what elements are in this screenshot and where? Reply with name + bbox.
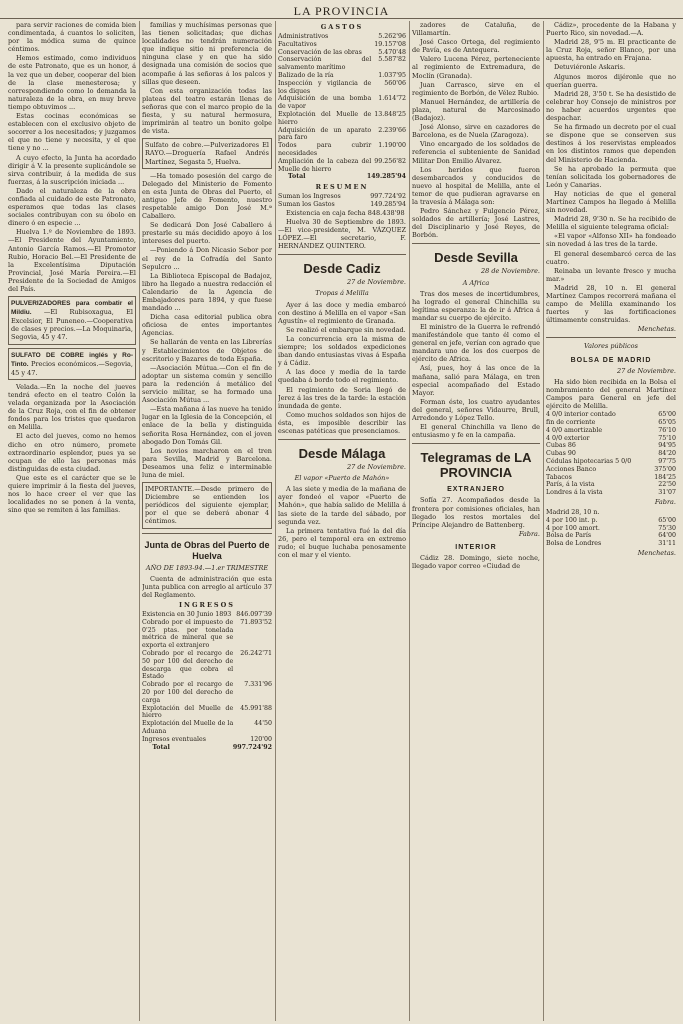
row-value: 1.037'95 xyxy=(378,72,406,80)
row-value: 2.239'66 xyxy=(378,126,406,134)
row-value: 184'25 xyxy=(654,473,676,481)
ad-text: Precios económicos.—Segovia, 45 y 47. xyxy=(11,359,133,377)
total-value: 997.724'92 xyxy=(232,743,272,751)
article-paragraph: Se dedicará Don José Caballero á prestarle su más decidido apoyo á los intereses del puerto. xyxy=(142,221,272,246)
section-heading: Desde Málaga xyxy=(298,446,386,462)
article-paragraph: La concurrencia era la misma de siempre; los soldados expediciones iban dando entusiastas vivas á España y á Cádiz. xyxy=(278,334,406,368)
row-label: Cobrado por el recargo de 20 por 100 del derecho de carga xyxy=(142,681,234,704)
gastos-total xyxy=(278,173,406,181)
article-paragraph: Hay noticias de que el general Martínez Campos ha llegado á Melilla sin novedad. xyxy=(546,189,676,215)
row-value: 64'00 xyxy=(658,532,676,540)
row-label: Conservación del salvamento marítimo xyxy=(278,56,372,72)
article-paragraph: Los heridos que fueron desembarcados y conducidos de nuevo al hospital de Melilla, ante el temor de que pudieran agravarse en la travesía á Málaga son: xyxy=(412,165,540,206)
section-heading: Telegramas de LA PROVINCIA xyxy=(420,450,532,481)
article-paragraph: Velada.—En la noche del jueves tendrá efecto en el teatro Colón la velada organizada por la Asociación de la Cruz Roja, con el fin de obtener fondos para los tristes que quedaron en Melilla. xyxy=(8,382,136,432)
divider xyxy=(412,243,540,244)
row-value: 99.256'82 xyxy=(374,157,406,165)
table-row xyxy=(546,489,676,497)
row-value: 19.157'08 xyxy=(374,40,406,48)
valores-table xyxy=(546,411,676,497)
table-row xyxy=(546,419,676,427)
divider xyxy=(278,439,406,440)
divider xyxy=(278,254,406,255)
row-value: 44'50 xyxy=(254,720,272,728)
article-paragraph: Dicha casa editorial publica obra oficiosa de entes importantes Agencias. xyxy=(142,313,272,338)
row-value: 5.262'96 xyxy=(378,33,406,41)
table-row xyxy=(142,650,272,681)
article-paragraph: Los novios marcharon en el tren para Sevilla, Madrid y Barcelona. Deseamos una feliz e interminable luna de miel. xyxy=(142,446,272,479)
row-value: 560'06 xyxy=(384,79,406,87)
row-value: 31'11 xyxy=(658,540,676,548)
row-value: 22'50 xyxy=(658,481,676,489)
row-label: fin de corriente xyxy=(546,418,596,426)
table-row xyxy=(546,411,676,419)
table-row xyxy=(278,173,406,181)
row-value xyxy=(640,509,676,517)
row-label: Facultativos xyxy=(278,40,317,48)
divider xyxy=(546,337,676,338)
table-heading: GASTOS xyxy=(320,23,364,31)
table-row xyxy=(546,458,676,466)
row-value: 65'00 xyxy=(658,411,676,419)
table-row xyxy=(278,193,406,201)
row-label: Adquisición de una bomba de vapor xyxy=(278,95,372,111)
table-row xyxy=(546,540,676,548)
column-2 xyxy=(142,21,272,1021)
article-paragraph: Con esta organización todas las plateas del teatro estarán llenas de señoras que con el marco propio de la fiesta, y su natural hermosura, imprimirán al teatro un bonito golpe de vista. xyxy=(142,86,272,136)
table-row xyxy=(546,509,676,517)
article-paragraph: Se hallarán de venta en las Librerías y Establecimientos de Objetos de escritorio y Bazares de toda España. xyxy=(142,338,272,363)
article-paragraph: Se realizó el embarque sin novedad. xyxy=(286,325,406,334)
row-value: 45.991'88 xyxy=(240,704,272,712)
row-label: París, á la vista xyxy=(546,481,595,489)
dateline: 27 de Noviembre. xyxy=(347,463,406,472)
ad-title: PULVERIZADORES para combatir el Mildiu. xyxy=(11,300,133,317)
row-value: 1.190'00 xyxy=(378,142,406,150)
table-row xyxy=(278,142,406,158)
total-label: Total xyxy=(288,173,306,181)
table-row xyxy=(278,56,406,72)
final-quotes-table xyxy=(546,509,676,548)
table-row xyxy=(546,474,676,482)
row-label: Cubas 90 xyxy=(546,450,576,458)
divider xyxy=(142,533,272,534)
article-paragraph: José Alonso, sirve en cazadores de Barcelona, es de Nuela (Zaragoza). xyxy=(412,123,540,140)
table-row xyxy=(142,619,272,650)
article-paragraph: Algunos moros dijéronle que no querían guerra. xyxy=(546,72,676,89)
signature: Menchetas. xyxy=(637,325,676,334)
article-paragraph: para servir raciones de comida bien condimentada, á cuantos lo soliciten, por la módica suma de quince céntimos. xyxy=(8,21,136,54)
row-value: 120'00 xyxy=(250,735,272,743)
row-value: 65'05 xyxy=(658,418,676,426)
article-paragraph: Manuel Hernández, de artillería de plaza, natural de Marcosinado (Badajoz). xyxy=(412,97,540,123)
article-paragraph: Forman éste, los cuatro ayudantes del general, señores Vidaurre, Brull, Arredondo y López Tello. xyxy=(412,397,540,423)
notice xyxy=(142,138,272,168)
article-paragraph: «El vapor «Alfonso XII» ha fondeado sin novedad á las tres de la tarde. xyxy=(546,232,676,249)
row-label: 4 por 100 amort. xyxy=(546,524,600,532)
table-row xyxy=(546,517,676,525)
table-row xyxy=(546,435,676,443)
row-label: Existencia en 30 Junio 1893 xyxy=(142,611,232,618)
column-3 xyxy=(278,21,406,1021)
table-row xyxy=(546,427,676,435)
article-paragraph: El acto del jueves, como no hemos dicho en otro número, promete extraordinario esplendor, pues ya se ocupan de ello las personas más distinguidas de esta ciudad. xyxy=(8,432,136,473)
notice xyxy=(142,482,272,528)
table-row xyxy=(278,80,406,96)
section-heading: Junta de Obras del Puerto de Huelva xyxy=(144,539,270,561)
table-row xyxy=(278,127,406,143)
row-value: 97'75 xyxy=(658,457,676,465)
row-label: Cédulas hipotecarias 5 0/0 xyxy=(546,457,632,465)
article-paragraph: Como muchos soldados son hijos de ésta, es imposible describir las escenas patéticas que presenciamos. xyxy=(278,410,406,435)
signature: Huelva 30 de Septiembre de 1893.—El vice-presidente, M. VÁZQUEZ LÓPEZ.—El secretario, F. HERNÁNDEZ QUINTERO. xyxy=(278,218,406,251)
row-value: 997.724'92 xyxy=(370,193,406,201)
row-label: Bolsa de París xyxy=(546,532,592,540)
row-value: 375'00 xyxy=(654,465,676,473)
section-heading: Desde Sevilla xyxy=(434,250,518,266)
ingresos-total xyxy=(142,744,272,752)
article-paragraph: José Casco Ortega, del regimiento de Pavía, es de Antequera. xyxy=(412,38,540,55)
table-row xyxy=(278,41,406,49)
row-label: 4 0/0 amortizable xyxy=(546,426,603,434)
article-paragraph: —Asociación Mútua.—Con el fin de adoptar un sistema común y sencillo para la redención á metálico del servicio militar, se ha formado una Asociación Mútua ... xyxy=(142,363,272,405)
newspaper-title: LA PROVINCIA xyxy=(293,4,390,18)
dateline: 28 de Noviembre. xyxy=(481,267,540,276)
article-paragraph: Valero Lucena Pérez, perteneciente al regimiento de Extremadura, de Moclín (Granada). xyxy=(412,55,540,80)
article-paragraph: Ha sido bien recibida en la Bolsa el nombramiento del general Martínez Campos para General en jefe del ejército de Melilla. xyxy=(546,377,676,411)
column-rule xyxy=(139,21,140,1021)
article-paragraph: Estas cocinas económicas se establecen con el exclusivo objeto de socorrer a los necesitados; y juzgamos el que no tiene y necesita, y el que tiene y no ... xyxy=(8,112,136,153)
advertisement xyxy=(8,296,136,344)
article-paragraph: Pedro Sánchez y Fulgencio Pérez, soldados de artillería; José Lastres, del Disciplinario y José Reyes, de Borbón. xyxy=(412,207,540,240)
article-paragraph: Así, pues, hoy á las once de la mañana, salió para Málaga, en tren especial acompañado del Estado Mayor. xyxy=(412,364,540,397)
advertisement xyxy=(8,348,136,380)
table-row xyxy=(142,681,272,704)
article-paragraph: Tras dos meses de incertidumbres, ha logrado el general Chinchilla su legítima esperanza: la de ir á Africa á mandar su cuerpo de ejército. xyxy=(412,289,540,322)
row-value: 75'10 xyxy=(658,434,676,442)
table-row xyxy=(278,95,406,111)
signature: Fabra. xyxy=(654,497,676,506)
row-value: 76'10 xyxy=(658,426,676,434)
article-paragraph: zadores de Cataluña, de Villamartín. xyxy=(412,21,540,38)
resumen-table xyxy=(278,193,406,209)
ad-title: SULFATO DE COBRE inglés y Ro-Tinto. xyxy=(11,351,133,368)
row-label: Explotación del Muelle de hierro xyxy=(142,704,234,720)
row-value: 13.848'25 xyxy=(374,111,406,119)
row-value: 5.470'48 xyxy=(378,48,406,56)
total-label: Total xyxy=(152,743,170,751)
section-subheading: Valores públicos xyxy=(584,342,638,351)
row-value: 5.587'82 xyxy=(378,56,406,64)
row-value: 65'00 xyxy=(658,516,676,524)
article-paragraph: —Ha tomado posesión del cargo de Delegado del Ministerio de Fomento en esta Junta de Obras del Puerto, el antiguo Jefe de Fomento, nuestro respetable amigo Don José M.ª Caballero. xyxy=(142,171,272,221)
article-paragraph: —Poniendo á Don Nicasio Sebor por el rey de la Cofradía del Santo Sepulcro ... xyxy=(142,246,272,271)
row-label: Conservación de las obras xyxy=(278,48,362,56)
section-subheading: INTERIOR xyxy=(455,543,497,551)
signature: Menchetas. xyxy=(637,548,676,557)
ad-text: —El Rubisoxagua, El Excelsior, El Puneneo.—Cooperativa de clases y precios.—La Moquinaria, Segovia, 45 y 47. xyxy=(11,308,133,342)
table-row xyxy=(546,532,676,540)
row-label: 4 0/0 exterior xyxy=(546,434,590,442)
row-label: Administrativos xyxy=(278,33,329,41)
article-paragraph: Vino encargado de los soldados de referencia el subteniente de Sanidad Militar Don Emilio Álvarez. xyxy=(412,140,540,165)
table-row xyxy=(142,736,272,744)
article-paragraph: Existencia en caja fecha 848.438'98 xyxy=(286,208,405,217)
row-label: Explotación del Muelle de la Aduana xyxy=(142,720,234,735)
dateline: 27 de Noviembre. xyxy=(347,278,406,287)
row-label: Tabacos xyxy=(546,473,572,481)
row-label: Suman los Ingresos xyxy=(278,193,341,201)
section-subheading: AÑO DE 1893-94.—1.er TRIMESTRE xyxy=(145,563,269,572)
article-paragraph: El regimiento de Soria llegó de Jerez á las tres de la tarde: la estación inundada de gente. xyxy=(278,385,406,410)
table-row xyxy=(278,72,406,80)
row-value: 75'30 xyxy=(658,524,676,532)
table-heading: INGRESOS xyxy=(179,600,235,609)
table-row xyxy=(278,158,406,174)
column-4 xyxy=(412,21,540,1021)
article-paragraph: Cádiz 28. Domingo, siete noche, llegado vapor correo «Ciudad de xyxy=(412,553,540,571)
table-row xyxy=(278,111,406,127)
row-label: Suman los Gastos xyxy=(278,201,335,209)
table-row xyxy=(278,49,406,57)
article-paragraph: Que este es el carácter que se le quiere imprimir á la fiesta del jueves, nos lo hace creer el ver que las localidades no se ponen á la venta, sino que se remiten á las familias. xyxy=(8,473,136,515)
article-paragraph: Detuviéronle Askaris. xyxy=(554,63,626,72)
column-5 xyxy=(546,21,676,1021)
table-row xyxy=(546,450,676,458)
gastos-table xyxy=(278,33,406,173)
article-paragraph: familias y muchísimas personas que las tienen solicitadas; que dichas localidades no tendrán numeración que indique sitio ni preferencia de ninguna clase y en que ha sido designada una comisión de socios que acompañe á las señoras á los palcos y sillas que deseen. xyxy=(142,21,272,86)
masthead xyxy=(0,0,683,19)
row-value: 31'07 xyxy=(658,489,676,497)
section-subheading: A Africa xyxy=(462,278,490,287)
table-row xyxy=(142,705,272,721)
row-label: Todos para cubrir necesidades xyxy=(278,142,372,158)
table-row xyxy=(278,33,406,41)
row-label: 4 0/0 interior contado xyxy=(546,411,616,419)
table-heading: RESUMEN xyxy=(315,183,369,192)
table-row xyxy=(546,525,676,533)
article-paragraph: Reinaba un levante fresco y mucha mar.» xyxy=(546,266,676,283)
ingresos-table xyxy=(142,611,272,744)
row-label: 4 por 100 int. p. xyxy=(546,516,598,524)
row-label: Cobrado por el recargo de 50 por 100 del derecho de descarga que cobra el Estado xyxy=(142,649,234,681)
table-row xyxy=(546,466,676,474)
article-paragraph: El general desembarcó cerca de las cuatro. xyxy=(546,249,676,266)
column-rule xyxy=(409,21,410,1021)
article-paragraph: A cuyo efecto, la Junta ha acordado dirigir á V. la presente suplicándole se sirva contribuir, á la medida de sus fuerzas, á la suscripción iniciada ... xyxy=(8,153,136,186)
article-paragraph: Hemos estimado, como individuos de este Patronato, que es un honor, á la vez que un deber, cooperar del bien de la clase menesterosa; y correspondiendo como lo demanda la naturaleza de la obra, en muy breve tiempo obtuvimos ... xyxy=(8,54,136,111)
dateline: 27 de Noviembre. xyxy=(617,366,676,375)
table-row xyxy=(546,481,676,489)
table-row xyxy=(546,442,676,450)
notice-text: IMPORTANTE.—Desde primero de Diciembre se entienden los periódicos del siguiente ejemplar, por el que se deberá abonar 4 céntimos. xyxy=(145,485,269,526)
row-label: Madrid 28, 10 n. xyxy=(546,508,600,516)
row-label: Inspección y vigilancia de los diques xyxy=(278,79,372,95)
section-heading: BOLSA DE MADRID xyxy=(570,356,652,364)
article-paragraph: Huelva 1.º de Noviembre de 1893.—El Presidente del Ayuntamiento, Antonio García Ramos.—El Promotor Rubio, Horacio Bel.—El Presidente de la Excelentísima Diputación Provincial, José María Pereira.—El Presidente de la Sociedad de Amigos del País. xyxy=(8,228,136,293)
article-paragraph: Se ha firmado un decreto por el cual se dispone que se conserven sus destinos á los reservistas empleados en los distintos ramos que dependen del Ministerio de Hacienda. xyxy=(546,123,676,164)
article-paragraph: —Esta mañana á las nueve ha tenido lugar en la Iglesia de la Concepción, el enlace de la bella y distinguida señorita Rosa Hernández, con el joven abogado Don Tomás Gil. xyxy=(142,405,272,446)
article-paragraph: Madrid 28, 9'5 m. El practicante de la Cruz Roja, señor Blanco, por una apuesta, ha entrado en Frajana. xyxy=(546,38,676,63)
table-row xyxy=(142,720,272,736)
row-label: Explotación del Muelle de hierro xyxy=(278,111,372,126)
article-paragraph: Sofía 27. Acompañados desde la frontera por comisiones oficiales, han llegado los restos mortales del Príncipe Alejandro de Battenberg. xyxy=(412,496,540,529)
row-value: 84'20 xyxy=(658,450,676,458)
table-row xyxy=(142,611,272,619)
section-heading: Desde Cadiz xyxy=(303,261,381,277)
row-label: Balizado de la ría xyxy=(278,72,334,80)
row-label: Cubas 86 xyxy=(546,442,576,450)
column-rule xyxy=(275,21,276,1021)
article-paragraph: Juan Carrasco, sirve en el regimiento de Borbón, de Vélez Rubio. xyxy=(412,80,540,97)
article-paragraph: El general Chinchilla va lleno de entusiasmo y fe en la campaña. xyxy=(412,423,540,440)
row-label: Londres á la vista xyxy=(546,489,603,497)
column-1 xyxy=(8,21,136,1021)
article-paragraph: Dado el naturaleza de la obra confiada al cuidado de este Patronato, esperamos que todas las clases sociales contribuyan con su óbolo en dinero ó en especie ... xyxy=(8,186,136,228)
row-label: Ampliación de la cabeza del Muelle de hierro xyxy=(278,157,372,173)
article-paragraph: La Biblioteca Episcopal de Badajoz, libro ha llegado a nuestra redacción el Calendario de la Agencia de Embajadores para 1894, y que fuese mandado ... xyxy=(142,271,272,313)
section-subheading: Tropas á Melilla xyxy=(315,289,369,298)
row-value: 7.331'96 xyxy=(244,681,272,689)
row-value: 846.097'39 xyxy=(236,611,272,618)
row-label: Adquisición de un aparato para faro xyxy=(278,126,372,142)
table-row xyxy=(278,201,406,209)
row-value: 26.242'71 xyxy=(240,649,272,657)
column-rule xyxy=(543,21,544,1021)
article-paragraph: Se ha aprobado la permuta que tenían solicitada los gobernadores de León y Canarias. xyxy=(546,164,676,189)
article-paragraph: La primera tentativa fué la del día 26, pero el temporal era en extremo rudo; el buque luchaba penosamente con el mar y el viento. xyxy=(278,526,406,560)
notice-text: Sulfato de cobre.—Pulverizadores El RAYO.—Droguería Rafael Andrés Martínez, Segasta 5, Huelva. xyxy=(145,141,269,166)
section-subheading: EXTRANJERO xyxy=(447,486,505,494)
signature: Fabra. xyxy=(518,529,540,538)
article-paragraph: El ministro de la Guerra le refrendó manifestándole que tanto él como el general en jefe, verían con agrado que mandara uno de los dos cuerpos de ejército de Africa. xyxy=(412,323,540,364)
table-row xyxy=(142,744,272,752)
article-paragraph: Madrid 28, 10 n. El general Martínez Campos recorrerá mañana el campo de Melilla examinando los fuertes y las fortificaciones últimamente construidas. xyxy=(546,283,676,325)
divider xyxy=(412,443,540,444)
row-label: Acciones Banco xyxy=(546,465,597,473)
row-value: 1.614'72 xyxy=(378,95,406,103)
article-paragraph: Ayer á las doce y media embarcó con destino á Melilla en el vapor «San Agustín» el regimiento de Granada. xyxy=(278,300,406,325)
section-subheading: El vapor «Puerto de Mahón» xyxy=(294,474,390,483)
article-paragraph: A las siete y media de la mañana de ayer fondeó el vapor «Puerto de Mahón», que había salido de Melilla á las siete de la tarde del sábado, por segunda vez. xyxy=(278,485,406,526)
article-paragraph: Madrid 28, 3'50 t. Se ha desistido de celebrar hoy Consejo de ministros por no haber acuerdos urgentes que despachar. xyxy=(546,89,676,123)
row-label: Ingresos eventuales xyxy=(142,735,206,743)
article-paragraph: Cuenta de administración que esta Junta publica con arreglo al artículo 37 del Reglamento. xyxy=(142,574,272,599)
row-label: Bolsa de Londres xyxy=(546,540,602,548)
row-label: Cobrado por el impuesto de 0'25 ptas. por tonelada métrica de mineral que se exporta el extranjero xyxy=(142,618,234,650)
article-paragraph: Cádiz», procedente de la Habana y Puerto Rico, sin novedad.—A. xyxy=(546,21,676,38)
row-value: 149.285'94 xyxy=(370,201,406,209)
total-value: 149.285'94 xyxy=(366,173,406,181)
row-value: 94'95 xyxy=(658,442,676,450)
row-value: 71.893'52 xyxy=(240,618,272,626)
article-paragraph: Madrid 28, 9'30 n. Se ha recibido de Melilla el siguiente telegrama oficial: xyxy=(546,215,676,232)
article-paragraph: A las doce y media de la tarde quedaba á bordo todo el regimiento. xyxy=(278,368,406,385)
